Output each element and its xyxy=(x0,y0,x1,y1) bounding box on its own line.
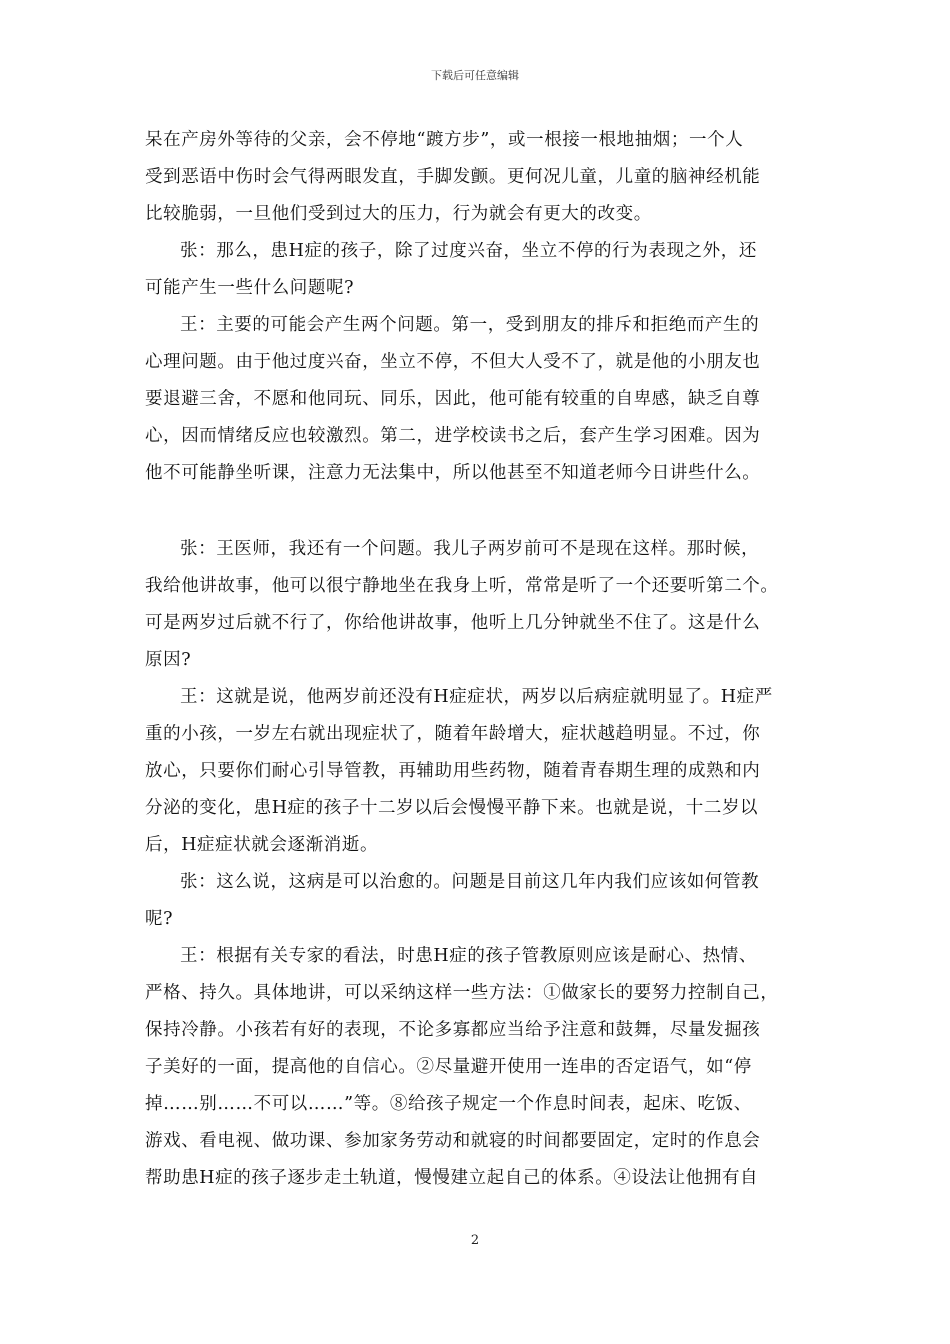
text-line: 心理问题。由于他过度兴奋，坐立不停，不但大人受不了，就是他的小朋友也 xyxy=(145,352,761,372)
text-line: 帮助患H症的孩子逐步走土轨道，慢慢建立起自己的体系。④设法让他拥有自 xyxy=(145,1168,759,1188)
text-line: 心，因而情绪反应也较激烈。第二，进学校读书之后，套产生学习困难。因为 xyxy=(145,426,761,446)
page-number: 2 xyxy=(470,1233,480,1248)
text-line: 呆在产房外等待的父亲，会不停地“踱方步”，或一根接一根地抽烟；一个人 xyxy=(145,130,744,150)
text-line: 比较脆弱，一旦他们受到过大的压力，行为就会有更大的改变。 xyxy=(145,204,652,224)
text-line: 可是两岁过后就不行了，你给他讲故事，他听上几分钟就坐不住了。这是什么 xyxy=(145,613,761,633)
text-line: 分泌的变化，患H症的孩子十二岁以后会慢慢平静下来。也就是说，十二岁以 xyxy=(145,798,759,818)
text-line: 王：根据有关专家的看法，时患H症的孩子管教原则应该是耐心、热情、 xyxy=(180,946,757,966)
text-line: 张：那么，患H症的孩子，除了过度兴奋，坐立不停的行为表现之外，还 xyxy=(180,241,757,261)
text-line: 严格、持久。具体地讲，可以采纳这样一些方法：①做家长的要努力控制自己， xyxy=(145,983,779,1003)
text-line: 呢? xyxy=(145,909,174,929)
text-line: 子美好的一面，提高他的自信心。②尽量避开使用一连串的否定语气，如“停 xyxy=(145,1057,752,1077)
text-line: 张：这么说，这病是可以治愈的。问题是目前这几年内我们应该如何管教 xyxy=(180,872,760,892)
text-line: 保持冷静。小孩若有好的表现，不论多寡都应当给予注意和鼓舞，尽量发掘孩 xyxy=(145,1020,761,1040)
text-line: 受到恶语中伤时会气得两眼发直，手脚发颤。更何况儿童，儿童的脑神经机能 xyxy=(145,167,761,187)
text-line: 我给他讲故事，他可以很宁静地坐在我身上听，常常是听了一个还要听第二个。 xyxy=(145,576,779,596)
text-line: 可能产生一些什么问题呢? xyxy=(145,278,355,298)
text-line: 掉……别……不可以……”等。⑧给孩子规定一个作息时间表，起床、吃饭、 xyxy=(145,1094,752,1114)
text-line: 原因? xyxy=(145,650,192,670)
text-line: 要退避三舍，不愿和他同玩、同乐，因此，他可能有较重的自卑感，缺乏自尊 xyxy=(145,389,761,409)
text-line: 王：这就是说，他两岁前还没有H症症状，两岁以后病症就明显了。H症严 xyxy=(180,687,773,707)
text-line: 放心，只要你们耐心引导管教，再辅助用些药物，随着青春期生理的成熟和内 xyxy=(145,761,761,781)
text-line: 游戏、看电视、做功课、参加家务劳动和就寝的时间都要固定，定时的作息会 xyxy=(145,1131,761,1151)
text-line: 王：主要的可能会产生两个问题。第一，受到朋友的排斥和拒绝而产生的 xyxy=(180,315,760,335)
page-header: 下载后可任意编辑 xyxy=(431,69,519,82)
text-line: 重的小孩，一岁左右就出现症状了，随着年龄增大，症状越趋明显。不过，你 xyxy=(145,724,761,744)
text-line: 张：王医师，我还有一个问题。我儿子两岁前可不是现在这样。那时候， xyxy=(180,539,760,559)
text-line: 他不可能静坐听课，注意力无法集中，所以他甚至不知道老师今日讲些什么。 xyxy=(145,463,761,483)
text-line: 后，H症症状就会逐渐消逝。 xyxy=(145,835,379,855)
